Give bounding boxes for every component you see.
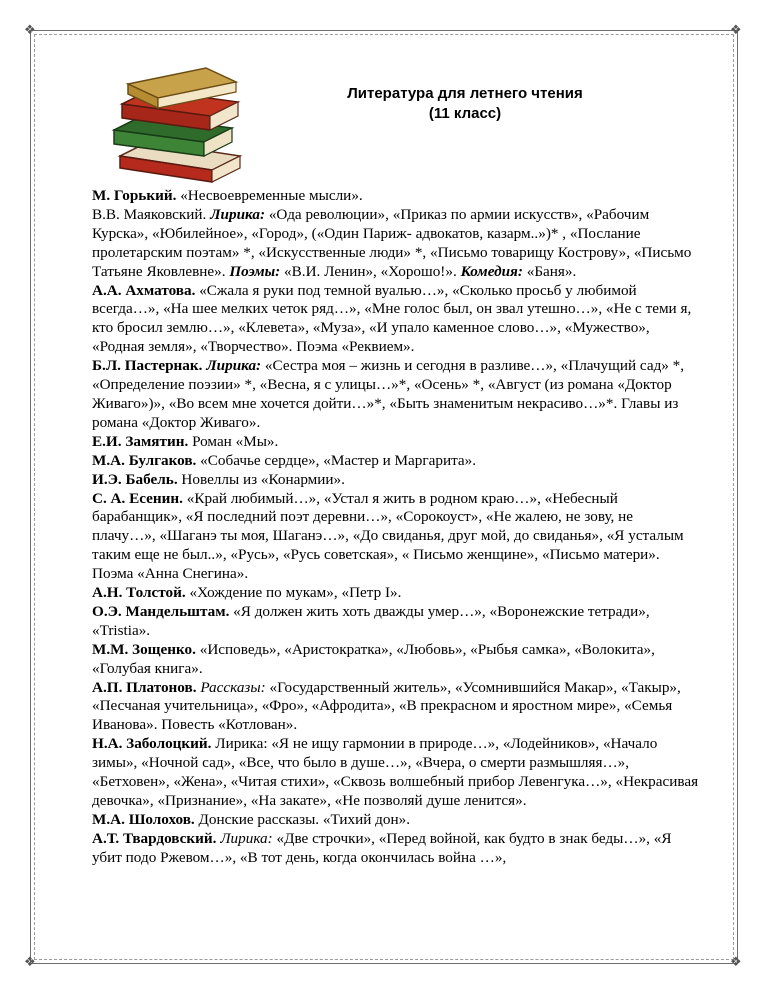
list-item: А.П. Платонов. Рассказы: «Государственный житель», «Усомнившийся Макар», «Такыр», «Песчаная учительница», «Фро», «Афродита», «В прекрасном и яростном мире», «Семья Иванова». Повесть «Котлован».	[92, 678, 681, 734]
list-item: А.А. Ахматова. «Сжала я руки под темной вуалью…», «Сколько просьб у любимой всегда…», «На шее мелких четок ряд…», «Мне голос был, он звал утешно…», «Не с теми я, кто бросил землю…», «Клевета», «Муза», «И упало каменное слово…», «Мужество», «Родная земля», «Творчество». Поэма «Реквием».	[92, 281, 692, 356]
genre-label: Рассказы:	[200, 678, 266, 696]
list-item: В.В. Маяковский. Лирика: «Ода революции», «Приказ по армии искусств», «Рабочим Курска», «Юбилейное», «Город», («Один Париж- адвокатов, казарм..»)* , «Послание пролетарским поэтам» *, «Искусственные люди» *, «Письмо товарищу Кострову», «Письмо Татьяне Яковлевне». Поэмы: «В.И. Ленин», «Хорошо!». Комедия: «Баня».	[92, 205, 692, 280]
books-stack-icon	[100, 56, 250, 186]
list-item: А.Т. Твардовский. Лирика: «Две строчки», «Перед войной, как будто в знак беды…», «Я убит подо Ржевом…», «В тот день, когда окончилась война …»,	[92, 829, 672, 866]
author-name: Б.Л. Пастернак.	[92, 357, 203, 375]
author-name: М.А. Шолохов.	[92, 810, 195, 828]
list-item: Е.И. Замятин. Роман «Мы».	[92, 432, 279, 450]
list-item: О.Э. Мандельштам. «Я должен жить хоть дважды умер…», «Воронежские тетради», «Tristia».	[92, 602, 650, 639]
corner-ornament-icon: ❖	[730, 955, 742, 970]
author-name: Е.И. Замятин.	[92, 432, 189, 450]
list-item: С. А. Есенин. «Край любимый…», «Устал я жить в родном краю…», «Небесный барабанщик», «Я последний поэт деревни…», «Сорокоуст», «Не жалею, не зову, не плачу…», «Шаганэ ты моя, Шаганэ…», «До свиданья, друг мой, до свиданья», «Я усталым таким еще не был..», «Русь», «Русь советская», « Письмо женщине», «Письмо матери». Поэма «Анна Снегина».	[92, 489, 684, 583]
author-name: О.Э. Мандельштам.	[92, 602, 230, 620]
list-item: М.А. Булгаков. «Собачье сердце», «Мастер и Маргарита».	[92, 451, 477, 469]
author-name: М.М. Зощенко.	[92, 640, 196, 658]
list-item: А.Н. Толстой. «Хождение по мукам», «Петр I».	[92, 584, 402, 602]
genre-label: Комедия:	[460, 262, 523, 280]
title-line-1: Литература для летнего чтения	[347, 85, 583, 102]
title-line-2: (11 класс)	[428, 105, 502, 122]
corner-ornament-icon: ❖	[730, 23, 742, 38]
author-name: А.П. Платонов.	[92, 678, 197, 696]
list-item: М.А. Шолохов. Донские рассказы. «Тихий дон».	[92, 810, 411, 828]
corner-ornament-icon: ❖	[24, 23, 36, 38]
author-name: М. Горький.	[92, 187, 177, 204]
list-item: М. Горький. «Несвоевременные мысли».	[92, 187, 363, 204]
author-name: А.Н. Толстой.	[92, 584, 186, 602]
reading-list	[92, 187, 700, 868]
author-name: А.А. Ахматова.	[92, 281, 196, 299]
genre-label: Поэмы:	[229, 262, 281, 280]
author-name: И.Э. Бабель.	[92, 470, 178, 488]
page-title	[300, 84, 630, 124]
author-name: А.Т. Твардовский.	[92, 829, 217, 847]
list-item: И.Э. Бабель. Новеллы из «Конармии».	[92, 470, 345, 488]
corner-ornament-icon: ❖	[24, 955, 36, 970]
author-name: М.А. Булгаков.	[92, 451, 197, 469]
list-item: Б.Л. Пастернак. Лирика: «Сестра моя – жизнь и сегодня в разливе…», «Плачущий сад» *, «Определение поэзии» *, «Весна, я с улицы…»*, «Осень» *, «Август (из романа «Доктор Живаго»)», «Во всем мне хочется дойти…»*, «Быть знаменитым некрасиво…»*. Главы из романа «Доктор Живаго».	[92, 357, 685, 431]
genre-label: Лирика:	[206, 357, 262, 375]
genre-label: Лирика:	[220, 829, 273, 847]
genre-label: Лирика:	[210, 205, 266, 223]
list-item: М.М. Зощенко. «Исповедь», «Аристократка», «Любовь», «Рыбья самка», «Волокита», «Голубая книга».	[92, 640, 655, 677]
author-name: Н.А. Заболоцкий.	[92, 735, 212, 753]
list-item: Н.А. Заболоцкий. Лирика: «Я не ищу гармонии в природе…», «Лодейников», «Начало зимы», «Ночной сад», «Все, что было в душе…», «Вчера, о смерти размышляя…», «Бетховен», «Жена», «Читая стихи», «Сквозь волшебный прибор Левенгука…», «Некрасивая девочка», «Признание», «На закате», «Не позволяй душе ленится».	[92, 735, 699, 809]
author-name: С. А. Есенин.	[92, 489, 183, 507]
